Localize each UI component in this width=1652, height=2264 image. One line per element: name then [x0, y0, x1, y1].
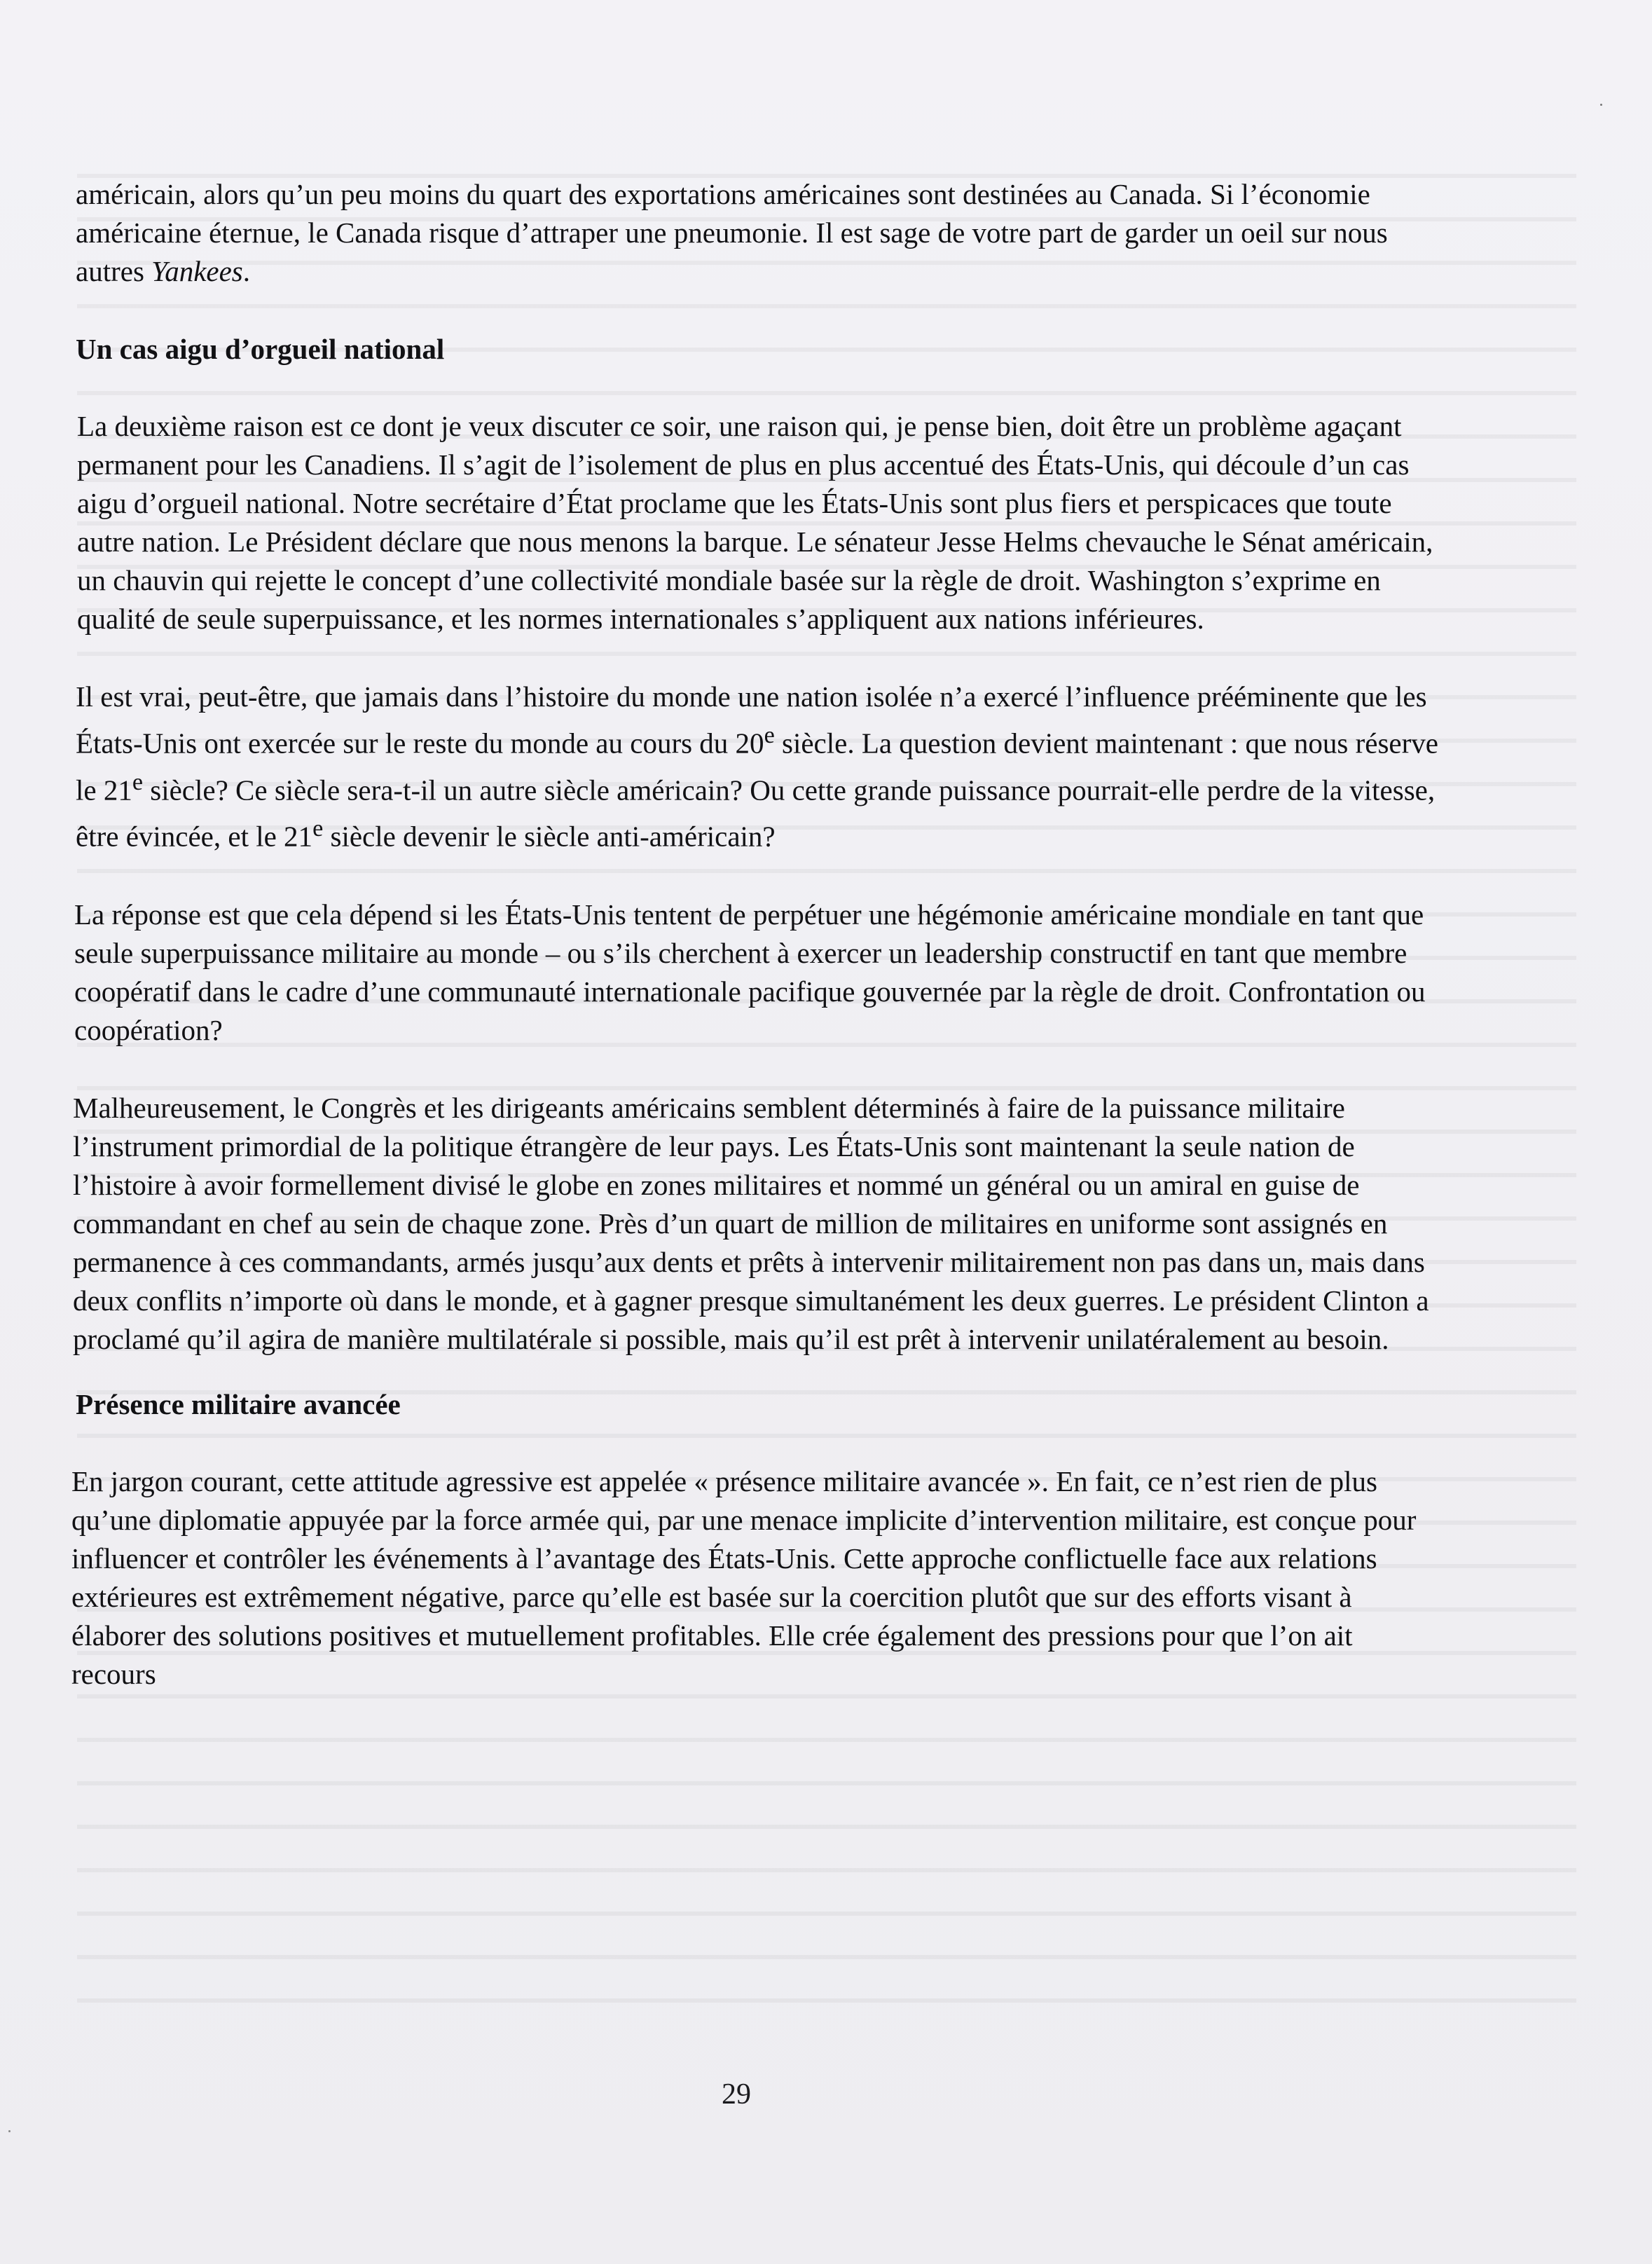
paragraph-siecle: Il est vrai, peut-être, que jamais dans l’histoire du monde une nation isolée n’a exercé l’influence prééminente que les États-Unis ont exercée sur le reste du monde au cours du 20e siècle. La question devient maintenant : que nous réserve le 21e siècle? Ce siècle sera-t-il un autre siècle américain? Ou cette grande puissance pourrait-elle perdre de la vitesse, être évincée, et le 21e siècle devenir le siècle anti-américain?: [76, 680, 1438, 853]
section-heading-orgueil: Un cas aigu d’orgueil national: [76, 333, 445, 365]
section-heading-presence: Présence militaire avancée: [76, 1387, 401, 1420]
paragraph-intro: américain, alors qu’un peu moins du quart des exportations américaines sont destinées au Canada. Si l’économie américaine éternue, le Canada risque d’attraper une pneumonie. Il est sage de votre part de garder un oeil sur nous autres Yankees.: [76, 178, 1388, 287]
paper-speck: [1600, 104, 1602, 106]
body-text: [70, 175, 1443, 1733]
yankees-italic: Yankees: [151, 255, 243, 287]
paragraph-reponse: La réponse est que cela dépend si les États-Unis tentent de perpétuer une hégémonie américaine mondiale en tant que seule superpuissance militaire au monde – ou s’ils cherchent à exercer un leadership constructif en tant que membre coopératif dans le cadre d’une communauté internationale pacifique gouvernée par la règle de droit. Confrontation ou coopération?: [74, 898, 1426, 1046]
paper-speck: [8, 2130, 11, 2132]
paragraph-isolement: La deuxième raison est ce dont je veux discuter ce soir, une raison qui, je pense bien, doit être un problème agaçant permanent pour les Canadiens. Il s’agit de l’isolement de plus en plus accentué des États-Unis, qui découle d’un cas aigu d’orgueil national. Notre secrétaire d’État proclame que les États-Unis sont plus fiers et perspicaces que toute autre nation. Le Président déclare que nous menons la barque. Le sénateur Jesse Helms chevauche le Sénat américain, un chauvin qui rejette le concept d’une collectivité mondiale basée sur la règle de droit. Washington s’exprime en qualité de seule superpuissance, et les normes internationales s’appliquent aux nations inférieures.: [77, 410, 1433, 635]
page-number: 29: [722, 2078, 751, 2111]
paragraph-jargon: En jargon courant, cette attitude agressive est appelée « présence militaire avancée ». En fait, ce n’est rien de plus qu’une diplomatie appuyée par la force armée qui, par une menace implicite d’intervention militaire, est conçue pour influencer et contrôler les événements à l’avantage des États-Unis. Cette approche conflictuelle face aux relations extérieures est extrêmement négative, parce qu’elle est basée sur la coercition plutôt que sur des efforts visant à élaborer des solutions positives et mutuellement profitables. Elle crée également des pressions pour que l’on ait recours: [71, 1464, 1417, 1690]
paragraph-congres: Malheureusement, le Congrès et les dirigeants américains semblent déterminés à faire de la puissance militaire l’instrument primordial de la politique étrangère de leur pays. Les États-Unis sont maintenant la seule nation de l’histoire à avoir formellement divisé le globe en zones militaires et nommé un général ou un amiral en guise de commandant en chef au sein de chaque zone. Près d’un quart de million de militaires en uniforme sont assignés en permanence à ces commandants, armés jusqu’aux dents et prêts à intervenir militairement non pas dans un, mais dans deux conflits n’importe où dans le monde, et à gagner presque simultanément les deux guerres. Le président Clinton a proclamé qu’il agira de manière multilatérale si possible, mais qu’il est prêt à intervenir unilatéralement au besoin.: [73, 1091, 1429, 1355]
